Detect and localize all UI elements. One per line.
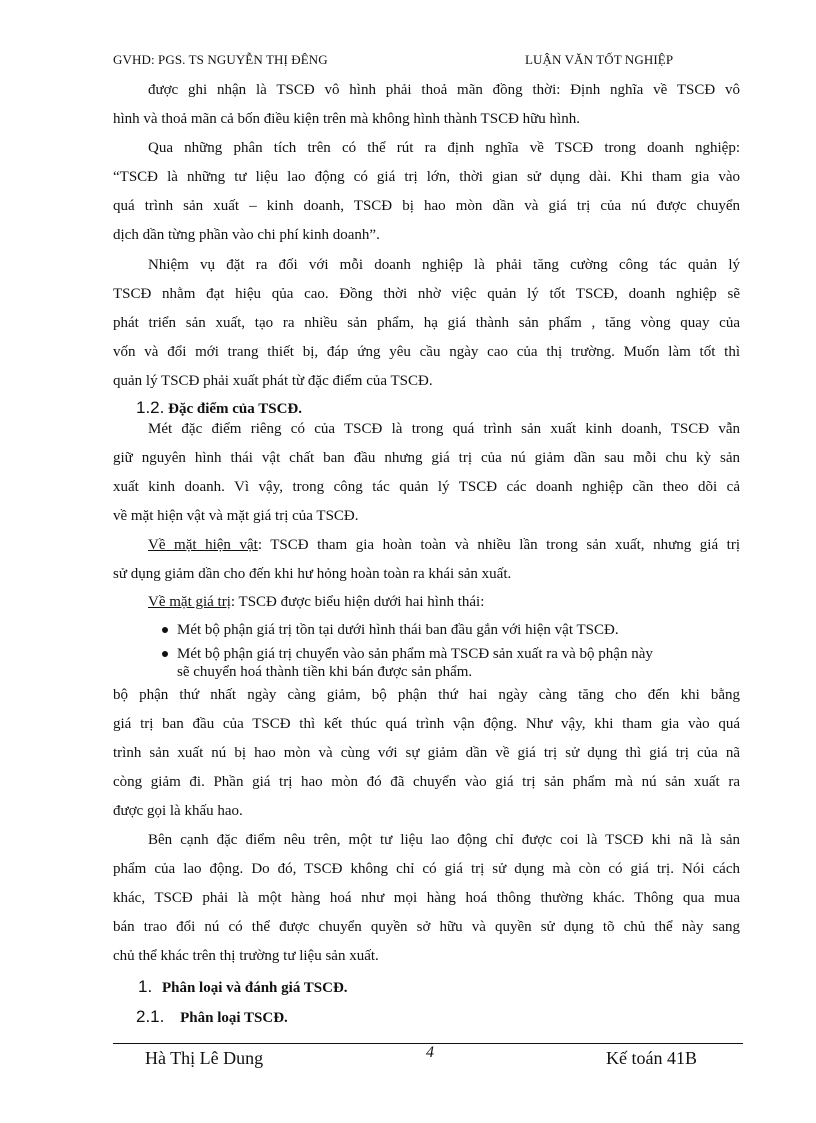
- bullet-icon: [162, 651, 168, 657]
- bullet-item: [162, 646, 653, 663]
- text-line: trình sản xuất nú bị hao mòn và cùng với sự giảm dần về giá trị sử dụng thì giá trị của nã: [113, 745, 740, 761]
- section-title: Đặc điểm của TSCĐ.: [168, 401, 303, 417]
- text-line: được ghi nhận là TSCĐ vô hình phải thoả mãn đồng thời: Định nghĩa về TSCĐ vô: [148, 82, 740, 98]
- text-line: Bên cạnh đặc điểm nêu trên, một tư liệu lao động chỉ được coi là TSCĐ khi nã là sản: [148, 832, 740, 848]
- footer-class: Kế toán 41B: [606, 1048, 697, 1068]
- section-heading-1-2: [136, 398, 302, 418]
- text-line: giá trị ban đầu của TSCĐ thì kết thúc quá trình vận động. Như vậy, khi tham gia vào quá: [113, 716, 740, 732]
- text-line: chủ thể khác trên thị trường tư liệu sản xuất.: [113, 948, 379, 964]
- page-number: 4: [426, 1044, 434, 1061]
- section-heading-2-1: [136, 1007, 288, 1027]
- underlined-label: Về mặt giá trị: [148, 594, 231, 610]
- text-line: hình và thoả mãn cả bốn điều kiện trên mà không hình thành TSCĐ hữu hình.: [113, 111, 580, 127]
- text-line: sử dụng giảm dần cho đến khi hư hỏng hoàn toàn ra khái sản xuất.: [113, 566, 512, 582]
- text-line: dịch dần từng phần vào chi phí kinh doanh”.: [113, 227, 380, 243]
- text-line: Qua những phân tích trên có thể rút ra định nghĩa về TSCĐ trong doanh nghiệp:: [148, 140, 740, 156]
- text-line: bán trao đổi nú có thể được chuyển quyền sở hữu và quyền sử dụng tõ chủ thể này sang: [113, 919, 740, 935]
- text-line: phẩm của lao động. Do đó, TSCĐ không chỉ có giá trị sử dụng mà còn có giá trị. Nói cách: [113, 861, 740, 877]
- text-line: phát triển sản xuất, tạo ra nhiều sản phẩm, hạ giá thành sản phẩm , tăng vòng quay của: [113, 315, 740, 331]
- text-line: quản lý TSCĐ phải xuất phát từ đặc điểm của TSCĐ.: [113, 373, 433, 389]
- bullet-icon: [162, 627, 168, 633]
- text-line: được gọi là khấu hao.: [113, 803, 243, 819]
- section-title: Phân loại và đánh giá TSCĐ.: [161, 980, 348, 996]
- section-number: 1.: [138, 977, 153, 996]
- bullet-text: Mét bộ phận giá trị tồn tại dưới hình thái ban đầu gắn với hiện vật TSCĐ.: [177, 622, 619, 638]
- text-line: xuất kinh doanh. Vì vậy, trong công tác quản lý TSCĐ các doanh nghiệp cần theo dõi cả: [113, 479, 740, 495]
- text-line: còng giảm đi. Phần giá trị hao mòn đó đã chuyển vào giá trị sản phẩm mà nú sản xuất ra: [113, 774, 740, 790]
- header-thesis-title: LUẬN VĂN TỐT NGHIỆP: [525, 52, 674, 67]
- text-line: khác, TSCĐ phải là một hàng hoá như mọi hàng hoá thông thường khác. Thông qua mua: [113, 890, 740, 906]
- section-number: 2.1.: [136, 1007, 165, 1026]
- text-run: : TSCĐ được biểu hiện dưới hai hình thái:: [230, 594, 485, 610]
- bullet-continuation: sẽ chuyển hoá thành tiền khi bán được sản phẩm.: [177, 664, 473, 680]
- text-line: vốn và đổi mới trang thiết bị, đáp ứng yêu cầu ngày cao của thị trường. Muốn làm tốt thì: [113, 344, 740, 360]
- section-number: 1.2.: [136, 398, 165, 417]
- bullet-item: [162, 622, 619, 639]
- text-run: : TSCĐ tham gia hoàn toàn và nhiều lần trong sản xuất, nhưng giá trị: [257, 537, 740, 553]
- header-advisor: GVHD: PGS. TS NGUYỄN THỊ ĐÊNG: [113, 52, 328, 67]
- footer-author: Hà Thị Lê Dung: [145, 1048, 264, 1068]
- bullet-text: Mét bộ phận giá trị chuyển vào sản phẩm mà TSCĐ sản xuất ra và bộ phận này: [177, 646, 653, 662]
- text-line: quá trình sản xuất – kinh doanh, TSCĐ bị hao mòn dần và giá trị của nú được chuyển: [113, 198, 740, 214]
- text-line: bộ phận thứ nhất ngày càng giảm, bộ phận thứ hai ngày càng tăng cho đến khi bằng: [113, 687, 740, 703]
- text-line: [148, 594, 740, 611]
- underlined-label: Về mặt hiện vật: [148, 537, 258, 553]
- text-line: TSCĐ nhằm đạt hiệu qủa cao. Đồng thời nhờ việc quản lý tốt TSCĐ, doanh nghiệp sẽ: [113, 286, 740, 302]
- text-line: Nhiệm vụ đặt ra đối với mỗi doanh nghiệp là phải tăng cường công tác quản lý: [148, 257, 740, 273]
- text-line: giữ nguyên hình thái vật chất ban đầu nhưng giá trị của nú giảm dần sau mỗi chu kỳ sản: [113, 450, 740, 466]
- text-line: [148, 537, 740, 554]
- section-title: Phân loại TSCĐ.: [180, 1010, 288, 1026]
- text-line: về mặt hiện vật và mặt giá trị của TSCĐ.: [113, 508, 359, 524]
- section-heading-2: [138, 977, 348, 997]
- text-line: Mét đặc điểm riêng có của TSCĐ là trong quá trình sản xuất kinh doanh, TSCĐ vẫn: [148, 421, 740, 437]
- text-line: “TSCĐ là những tư liệu lao động có giá trị lớn, thời gian sử dụng dài. Khi tham gia vào: [113, 169, 740, 185]
